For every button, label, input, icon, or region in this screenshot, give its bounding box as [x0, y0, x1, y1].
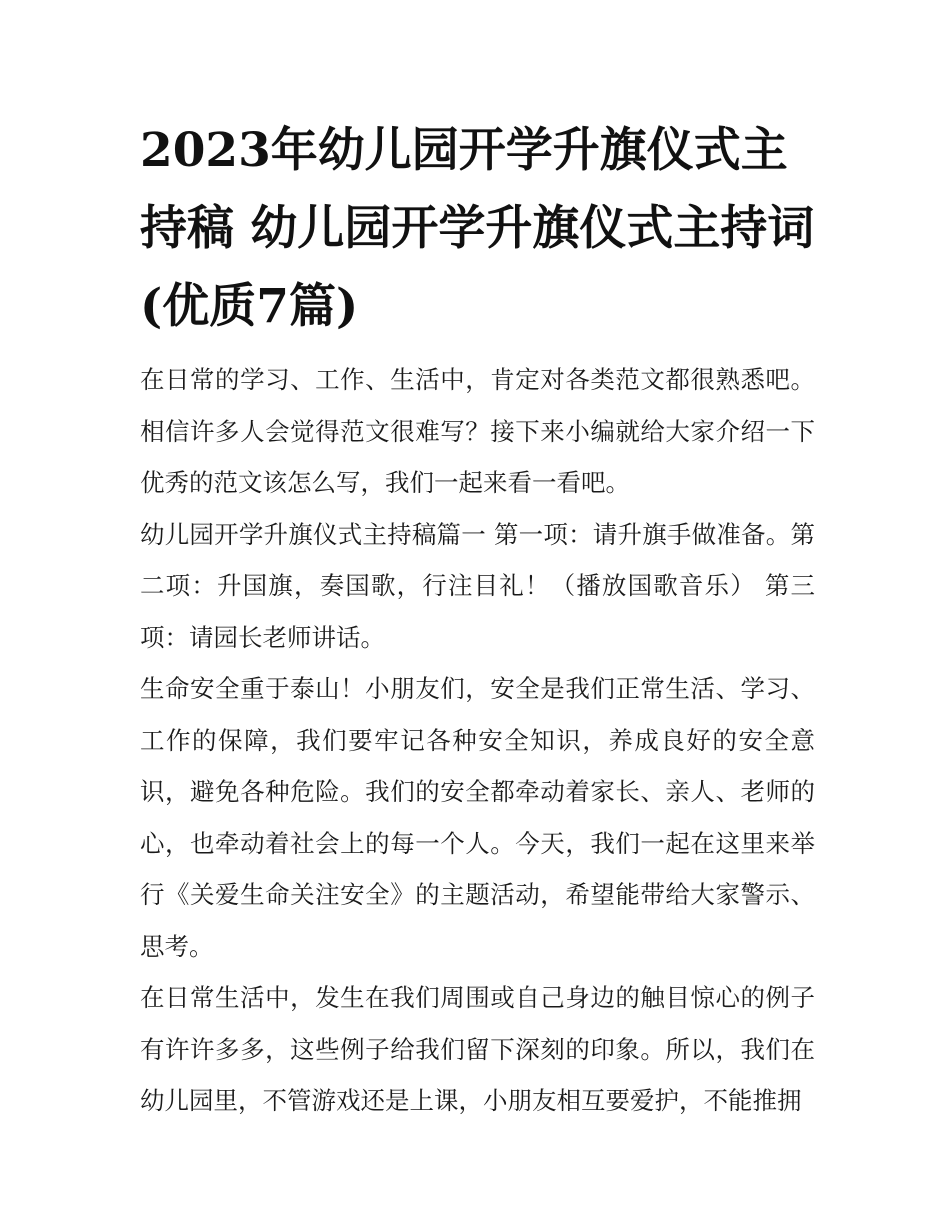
document-body: [140, 354, 815, 1127]
paragraph-ceremony-steps: 幼儿园开学升旗仪式主持稿篇一 第一项：请升旗手做准备。第二项：升国旗，奏国歌，行注目礼！（播放国歌音乐） 第三项：请园长老师讲话。: [140, 519, 815, 652]
document-title: 2023年幼儿园开学升旗仪式主持稿 幼儿园开学升旗仪式主持词(优质7篇): [140, 123, 815, 334]
paragraph-intro: 在日常的学习、工作、生活中，肯定对各类范文都很熟悉吧。相信许多人会觉得范文很难写？接下来小编就给大家介绍一下优秀的范文该怎么写，我们一起来看一看吧。: [140, 365, 815, 497]
paragraph-daily-life: 在日常生活中，发生在我们周围或自己身边的触目惊心的例子有许许多多，这些例子给我们留下深刻的印象。所以，我们在幼儿园里，不管游戏还是上课，小朋友相互要爱护，不能推拥: [140, 983, 815, 1115]
paragraph-safety: 生命安全重于泰山！小朋友们，安全是我们正常生活、学习、工作的保障，我们要牢记各种安全知识，养成良好的安全意识，避免各种危险。我们的安全都牵动着家长、亲人、老师的心，也牵动着社会上的每一个人。今天，我们一起在这里来举行《关爱生命关注安全》的主题活动，希望能带给大家警示、思考。: [140, 674, 815, 961]
